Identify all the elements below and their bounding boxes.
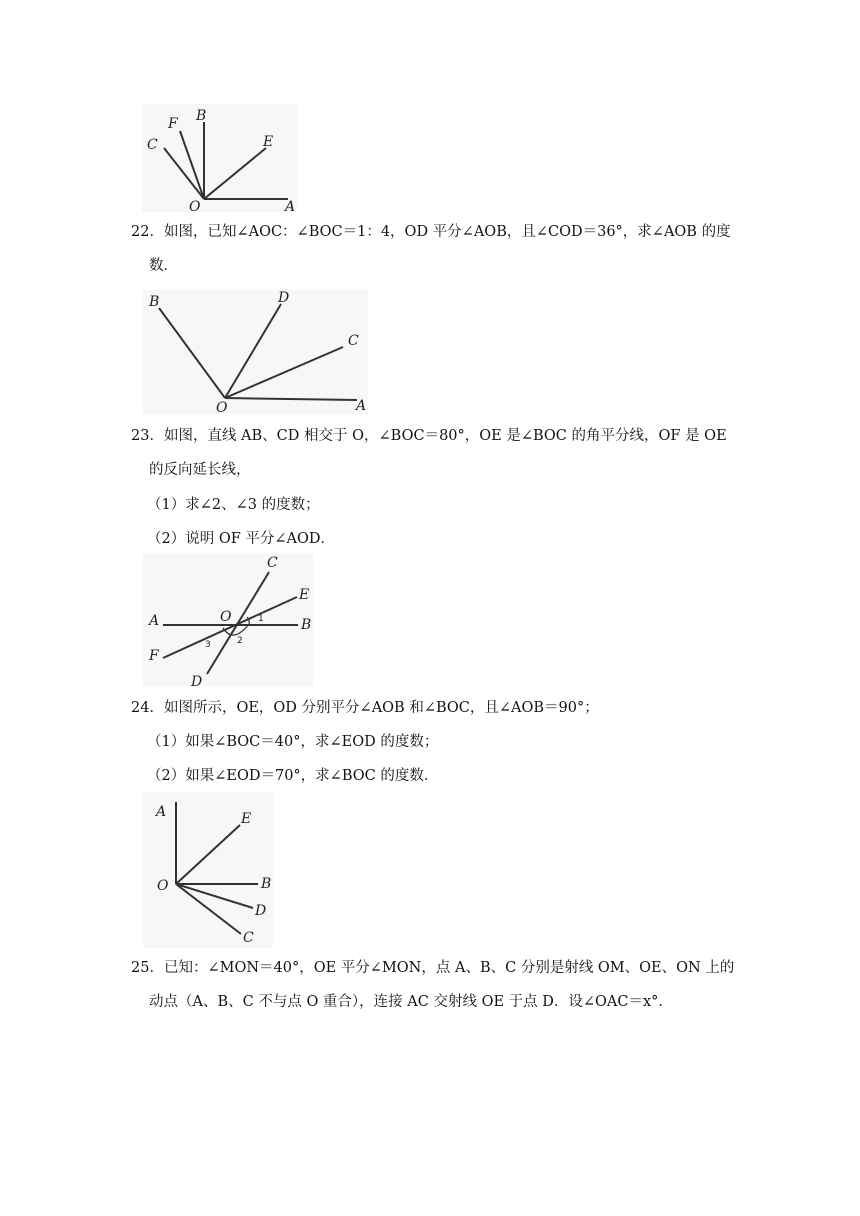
figure-q23 [143,554,313,686]
ray-OF [180,131,204,199]
figure-q24 [143,792,273,948]
angle-label-3: 3 [205,640,211,650]
angle-label-1: 1 [258,614,264,624]
q25-line1: 25．已知：∠MON＝40°，OE 平分∠MON，点 A、B、C 分别是射线 OM、OE、ON 上的 [131,960,735,976]
label-E: E [299,587,310,603]
figure-q22 [143,290,368,414]
q23-sub2: （2）说明 OF 平分∠AOD． [147,531,336,547]
figure-q21 [142,104,297,212]
q23-sub1: （1）求∠2、∠3 的度数； [147,497,320,513]
label-B: B [301,617,312,633]
label-O: O [220,609,232,625]
label-F: F [168,116,178,132]
label-A: A [285,199,296,212]
label-B: B [149,294,160,310]
label-D: D [191,674,203,686]
label-B: B [196,108,207,124]
q24-line1: 24．如图所示，OE，OD 分别平分∠AOB 和∠BOC，且∠AOB＝90°； [131,700,599,716]
angle-label-2: 2 [237,636,243,646]
ray-OC [176,884,241,934]
label-O: O [216,400,228,414]
q23-line2: 的反向延长线， [149,462,251,478]
line-EF [163,597,297,658]
q22-line2: 数． [149,258,178,274]
label-E: E [241,811,252,827]
ray-OD [176,884,253,908]
label-C: C [348,333,359,349]
q24-sub1: （1）如果∠BOC＝40°，求∠EOD 的度数； [147,734,439,750]
label-C: C [243,930,254,946]
label-O: O [189,199,201,212]
label-C: C [147,137,158,153]
ray-OE [204,148,266,199]
q23-line1: 23．如图，直线 AB、CD 相交于 O，∠BOC＝80°，OE 是∠BOC 的角平分线，OF 是 OE [131,428,727,444]
q24-sub2: （2）如果∠EOD＝70°，求∠BOC 的度数． [147,768,439,784]
q25-line2: 动点（A、B、C 不与点 O 重合），连接 AC 交射线 OE 于点 D．设∠OAC＝x°． [149,994,673,1010]
ray-OE [176,825,240,884]
ray-OB [159,308,225,398]
label-B: B [261,876,272,892]
label-D: D [255,903,267,919]
label-A: A [149,613,160,629]
ray-OD [225,304,281,398]
label-C: C [267,555,278,571]
label-O: O [157,878,169,894]
ray-OA [225,398,357,400]
q22-line1: 22．如图，已知∠AOC：∠BOC＝1：4，OD 平分∠AOB，且∠COD＝36°，求∠AOB 的度 [131,224,731,240]
label-A: A [156,804,167,820]
ray-OC [225,347,343,398]
label-A: A [356,398,367,414]
label-F: F [149,648,159,664]
ray-OC [164,148,204,199]
label-D: D [278,290,290,306]
label-E: E [263,134,274,150]
